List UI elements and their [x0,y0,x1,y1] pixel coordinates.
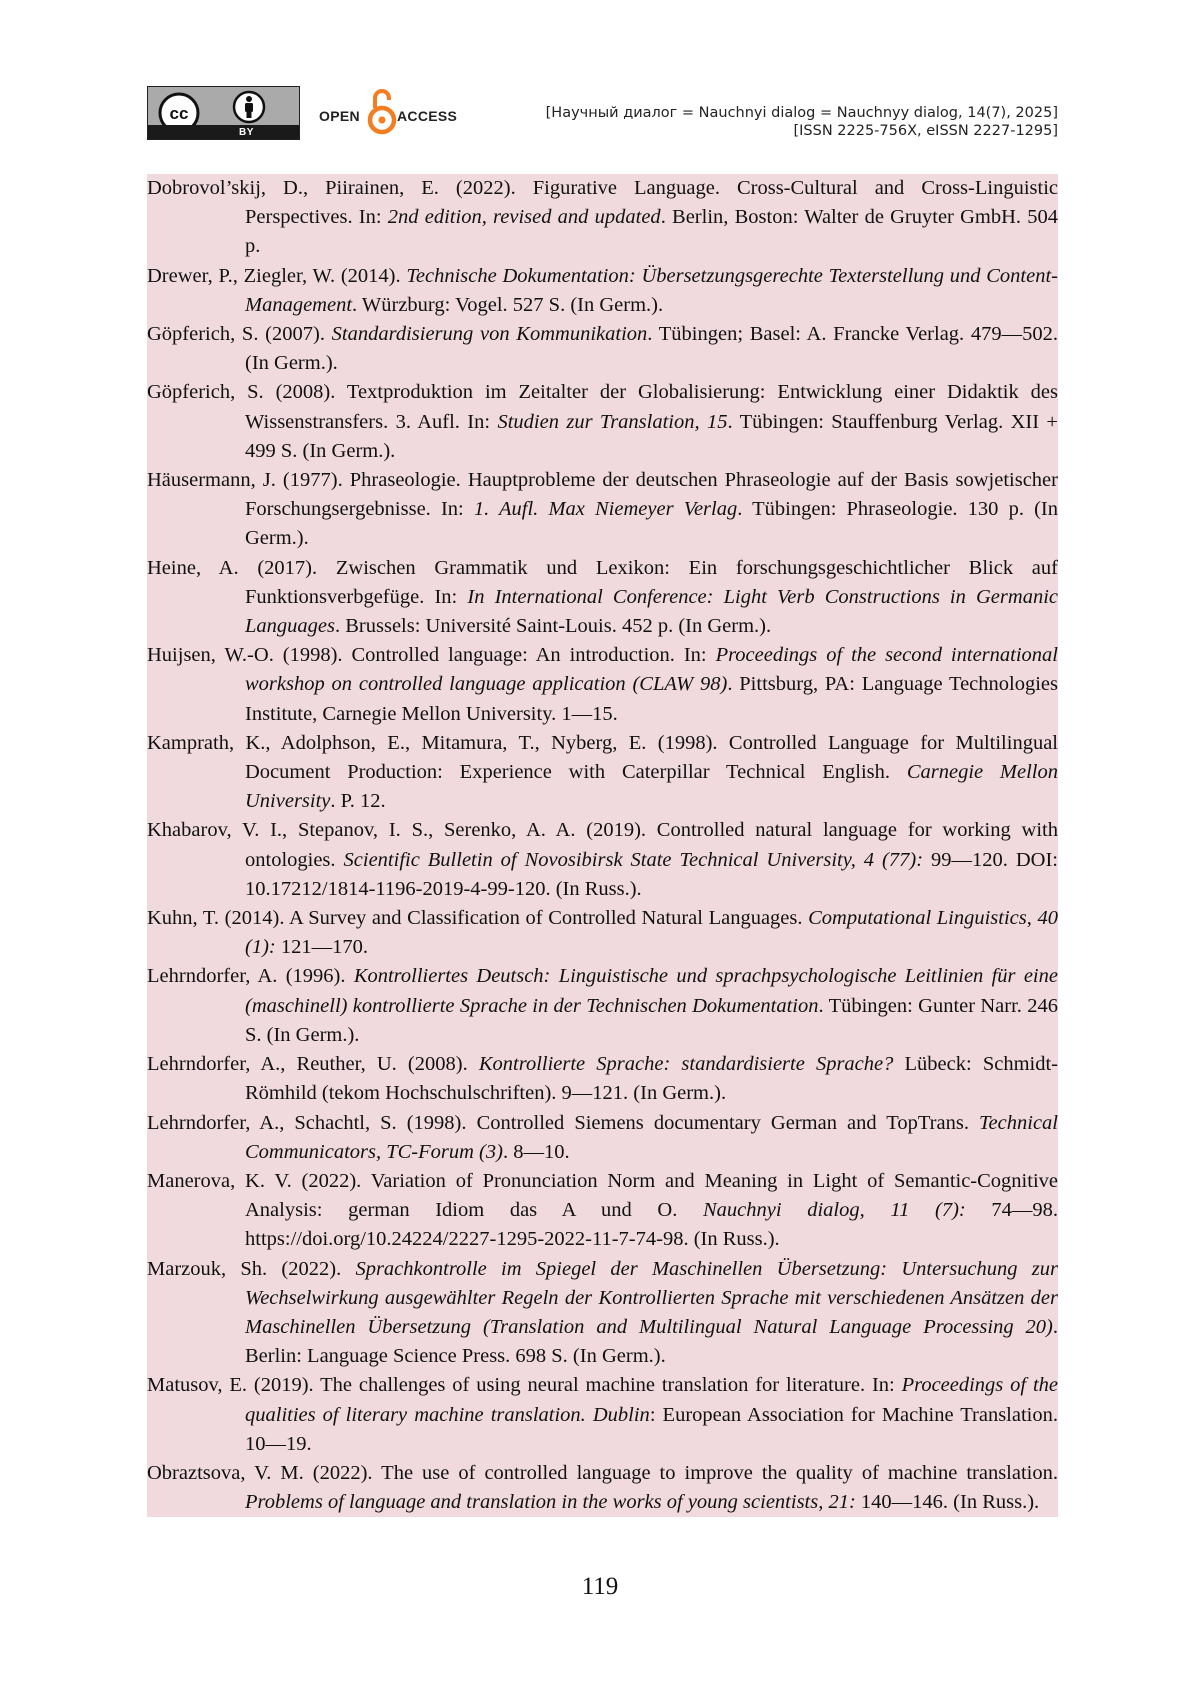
reference-italic-text: Carnegie Mellon University [245,761,1058,813]
reference-text: 140—146. (In Russ.). [855,1491,1040,1514]
reference-text: Drewer, P., Ziegler, W. (2014). [147,264,407,287]
reference-entry [147,466,1058,554]
reference-list [147,174,1058,1517]
reference-entry [147,962,1058,1050]
reference-text: . Brussels: Université Saint-Louis. 452 p. (In Germ.). [334,615,772,638]
reference-entry [147,904,1058,962]
reference-italic-text: Problems of language and translation in the works of young scientists, 21: [245,1491,856,1514]
reference-text: Huijsen, W.-O. (1998). Controlled language: An introduction. In: [147,644,716,667]
reference-italic-text: Studien zur Translation, 15 [497,410,728,433]
reference-text: . Pittsburg, PA: Language Technologies Institute, Carnegie Mellon University. 1—15. [245,673,1058,725]
reference-entry [147,1459,1058,1517]
reference-text: . Tübingen: Phraseologie. 130 p. (In Germ.). [245,498,1058,550]
reference-text: Obraztsova, V. M. (2022). The use of controlled language to improve the quality of machine translation. [147,1461,1058,1484]
reference-entry [147,816,1058,904]
reference-text: Lehrndorfer, A., Schachtl, S. (1998). Controlled Siemens documentary German and TopTrans. [147,1111,980,1134]
reference-entry [147,262,1058,320]
reference-text: . Tübingen; Basel: A. Francke Verlag. 479—502. (In Germ.). [245,323,1059,375]
svg-text:cc: cc [169,104,189,123]
reference-text: . Tübingen: Gunter Narr. 246 S. (In Germ.). [245,994,1058,1046]
reference-entry [147,320,1058,378]
reference-italic-text: Kontrollierte Sprache: standardisierte Sprache? [478,1053,894,1076]
reference-text: . 8—10. [502,1140,570,1163]
reference-text: . Würzburg: Vogel. 527 S. (In Germ.). [352,293,664,316]
reference-text: Häusermann, J. (1977). Phraseologie. Hauptprobleme der deutschen Phraseologie auf der Basis sowjetischer Forschungsergebnisse. In: [147,469,1058,521]
reference-italic-text: Computational Linguistics, 40 (1): [245,907,1058,959]
reference-entry [147,1255,1058,1372]
reference-text: Lehrndorfer, A., Reuther, U. (2008). [147,1053,479,1076]
reference-italic-text: Nauchnyi dialog, 11 (7): [702,1199,966,1222]
open-access-lock-icon [367,86,397,136]
reference-text: Lehrndorfer, A. (1996). [147,965,354,988]
reference-italic-text: Sprachkontrolle im Spiegel der Maschinellen Übersetzung: Untersuchung zur Wechselwirkung ausgewählter Regeln der Kontrollierten Sprache mit verschiedenen Ansätzen der Maschinellen Übersetzung (Translation and Multilingual Natural Language Processing 20) [245,1257,1058,1338]
attribution-person-icon [232,90,266,124]
reference-text: Göpferich, S. (2008). Textproduktion im Zeitalter der Globalisierung: Entwicklung einer Didaktik des Wissenstransfers. 3. Aufl. In: [147,381,1058,433]
reference-text: 74—98. https://doi.org/10.24224/2227-1295-2022-11-7-74-98. (In Russ.). [245,1199,1059,1251]
reference-text: Kuhn, T. (2014). A Survey and Classification of Controlled Natural Languages. [147,907,809,930]
reference-text: . Berlin: Language Science Press. 698 S. (In Germ.). [245,1315,1058,1368]
cc-by-license-badge[interactable] [147,86,300,140]
reference-italic-text: Technical Communicators, TC-Forum (3) [245,1111,1058,1163]
reference-text: Marzouk, Sh. (2022). [147,1257,356,1280]
reference-entry [147,1371,1058,1459]
reference-text: . Tübingen: Stauffenburg Verlag. XII + 499 S. (In Germ.). [245,410,1058,462]
license-label-bar [148,125,299,139]
reference-text: Matusov, E. (2019). The challenges of using neural machine translation for literature. In: [147,1374,902,1397]
reference-text: 121—170. [275,936,368,959]
reference-italic-text: 2nd edition, revised and updated [387,206,661,229]
reference-text: Göpferich, S. (2007). [147,323,332,346]
page-number: 119 [581,1573,619,1600]
reference-text: Manerova, K. V. (2022). Variation of Pronunciation Norm and Meaning in Light of Semantic-Cognitive Analysis: german Idiom das A und O. [147,1169,1058,1222]
reference-italic-text: Standardisierung von Kommunikation [331,323,648,346]
reference-italic-text: Scientific Bulletin of Novosibirsk State Technical University, 4 (77): [343,848,924,871]
reference-text: Dobrovol’skij, D., Piirainen, E. (2022). Figurative Language. Cross-Cultural and Cross-Linguistic Perspectives. In: [147,177,1058,229]
reference-text: . P. 12. [330,790,386,813]
page-header [147,86,1058,142]
reference-entry [147,554,1058,642]
reference-entry [147,1167,1058,1255]
reference-italic-text: Proceedings of the second international workshop on controlled language application (CLAW 98) [245,644,1058,696]
license-label: BY [239,127,254,138]
open-access-open-text: OPEN [319,108,360,124]
reference-italic-text: In International Conference: Light Verb Constructions in Germanic Languages [245,585,1058,638]
reference-text: Lübeck: Schmidt-Römhild (tekom Hochschulschriften). 9—121. (In Germ.). [245,1053,1058,1105]
reference-text: 99—120. DOI: 10.17212/1814-1196-2019-4-99-120. (In Russ.). [245,848,1059,900]
reference-italic-text: 1. Aufl. Max Niemeyer Verlag [473,498,738,521]
reference-entry [147,174,1058,262]
journal-citation-info [546,104,1058,140]
reference-text: . Berlin, Boston: Walter de Gruyter GmbH. 504 p. [245,206,1058,258]
reference-entry [147,1109,1058,1167]
reference-text: Kamprath, K., Adolphson, E., Mitamura, T., Nyberg, E. (1998). Controlled Language for Multilingual Document Production: Experience with Caterpillar Technical English. [147,731,1058,784]
reference-italic-text: Kontrolliertes Deutsch: Linguistische und sprachpsychologische Leitlinien für eine (maschinell) kontrollierte Sprache in der Technischen Dokumentation [245,965,1058,1017]
reference-italic-text: Technische Dokumentation: Übersetzungsgerechte Texterstellung und Content-Management [245,264,1059,316]
reference-entry [147,641,1058,729]
reference-text: Khabarov, V. I., Stepanov, I. S., Serenko, A. A. (2019). Controlled natural language for working with ontologies. [147,819,1058,871]
reference-entry [147,729,1058,817]
reference-text: : European Association for Machine Translation. 10—19. [245,1403,1058,1455]
issn-line: [ISSN 2225-756X, eISSN 2227-1295] [793,123,1058,139]
reference-text: Heine, A. (2017). Zwischen Grammatik und Lexikon: Ein forschungsgeschichtlicher Blick auf Funktionsverbgefüge. In: [147,556,1058,608]
reference-entry [147,1050,1058,1108]
reference-italic-text: Proceedings of the qualities of literary machine translation. Dublin [245,1374,1058,1426]
open-access-logo[interactable] [319,86,469,142]
open-access-access-text: ACCESS [397,108,458,124]
reference-entry [147,378,1058,466]
journal-line: [Научный диалог = Nauchnyi dialog = Nauchnyy dialog, 14(7), 2025] [545,105,1058,121]
